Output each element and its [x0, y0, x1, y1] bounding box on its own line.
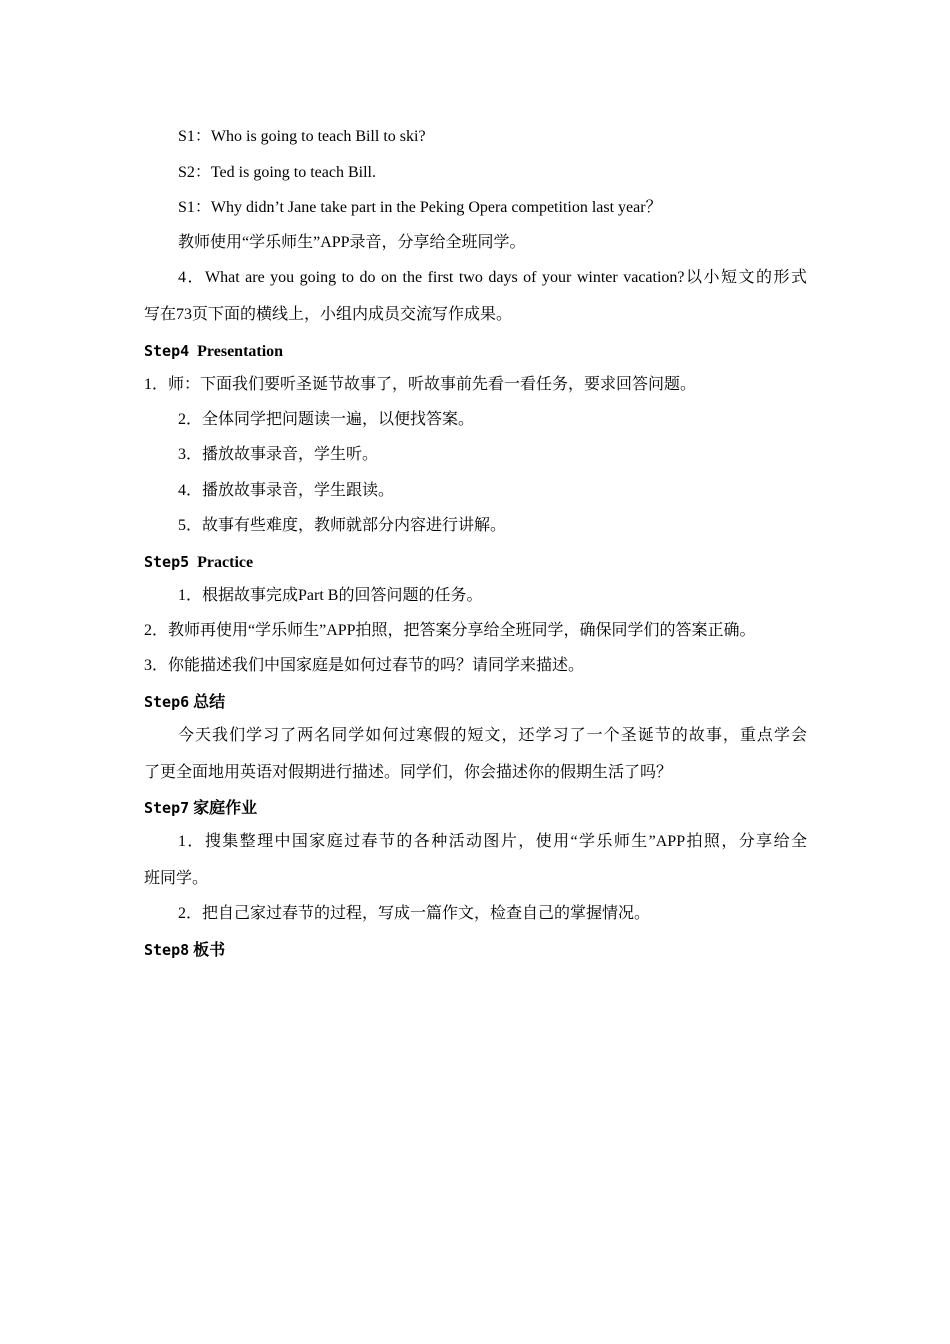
step7-label: Step7 [144, 799, 190, 817]
step5-label: Step5 [144, 553, 190, 571]
step7-item-1-line-2: 班同学。 [144, 870, 209, 887]
step6-label: Step6 [144, 693, 190, 711]
step7-heading [144, 798, 257, 818]
dialogue-s1-question-2: S1：Why didn’t Jane take part in the Peking Opera competition last year？ [178, 199, 662, 216]
step4-item-2: 2．全体同学把问题读一遍，以便找答案。 [178, 411, 475, 428]
step5-heading [144, 552, 253, 572]
step4-item-3: 3．播放故事录音，学生听。 [178, 446, 379, 463]
step5-item-3: 3．你能描述我们中国家庭是如何过春节的吗？请同学来描述。 [144, 657, 585, 674]
step4-title: Presentation [197, 343, 284, 360]
step5-item-1: 1．根据故事完成Part B的回答问题的任务。 [178, 587, 483, 604]
step7-item-1-line-1: 1．搜集整理中国家庭过春节的各种活动图片，使用“学乐师生”APP拍照，分享给全 [178, 833, 807, 850]
item-4-line-1: 4．What are you going to do on the first two days of your winter vacation?以小短文的形式 [178, 269, 807, 286]
step4-item-5: 5．故事有些难度，教师就部分内容进行讲解。 [178, 517, 507, 534]
step5-item-2: 2．教师再使用“学乐师生”APP拍照，把答案分享给全班同学，确保同学们的答案正确。 [144, 622, 756, 639]
item-4-line-2: 写在73页下面的横线上，小组内成员交流写作成果。 [144, 306, 513, 323]
record-share-note: 教师使用“学乐师生”APP录音，分享给全班同学。 [178, 234, 526, 251]
step6-heading [144, 692, 225, 712]
step5-title: Practice [197, 554, 254, 571]
step8-label: Step8 [144, 941, 190, 959]
step4-item-4: 4．播放故事录音，学生跟读。 [178, 482, 395, 499]
step4-label: Step4 [144, 342, 190, 360]
step7-item-2: 2．把自己家过春节的过程，写成一篇作文，检查自己的掌握情况。 [178, 905, 651, 922]
step8-heading [144, 940, 225, 960]
step4-heading [144, 341, 283, 361]
step7-title: 家庭作业 [193, 800, 258, 817]
step6-title: 总结 [193, 694, 226, 711]
step6-paragraph-line-2: 了更全面地用英语对假期进行描述。同学们，你会描述你的假期生活了吗？ [144, 764, 673, 781]
step8-title: 板书 [193, 942, 226, 959]
dialogue-s2-answer-1: S2：Ted is going to teach Bill. [178, 164, 376, 181]
step6-paragraph-line-1: 今天我们学习了两名同学如何过寒假的短文，还学习了一个圣诞节的故事，重点学会 [178, 727, 807, 744]
dialogue-s1-question-1: S1：Who is going to teach Bill to ski? [178, 128, 426, 145]
step4-item-1: 1．师：下面我们要听圣诞节故事了，听故事前先看一看任务，要求回答问题。 [144, 376, 697, 393]
